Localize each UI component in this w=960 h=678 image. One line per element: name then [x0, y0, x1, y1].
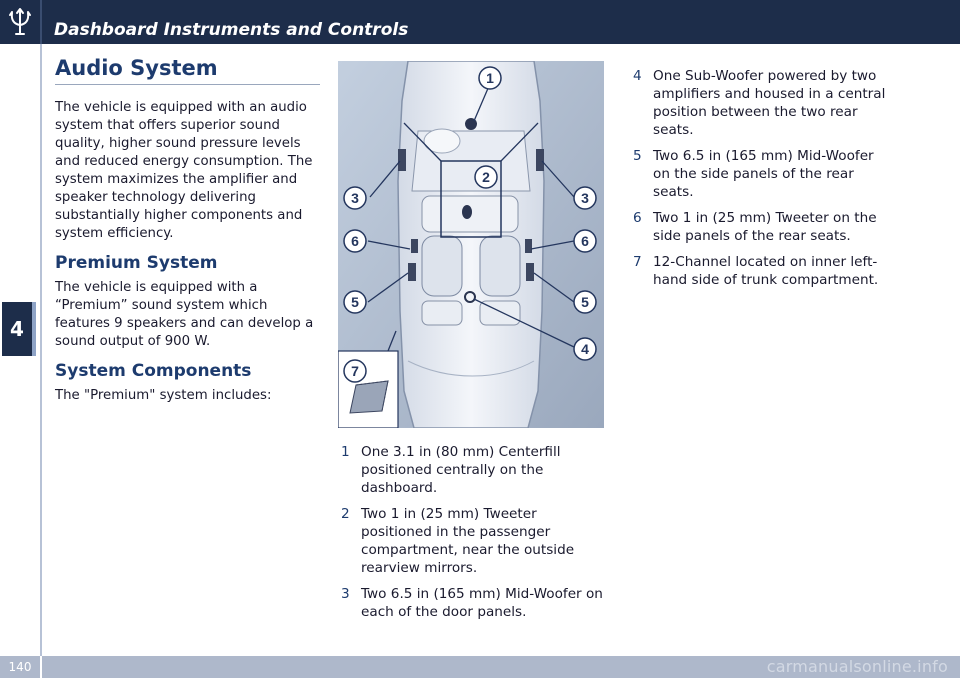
chapter-tab: 4	[2, 302, 36, 356]
item-text: One 3.1 in (80 mm) Centerfill positioned centrally on the dashboard.	[361, 444, 561, 496]
section-heading: Audio System	[55, 56, 320, 85]
list-item	[633, 253, 888, 289]
callout-5-right	[574, 291, 596, 313]
item-number: 5	[633, 148, 642, 164]
callout-6-left-label: 6	[351, 233, 359, 249]
callout-4-label: 4	[581, 341, 589, 357]
list-item	[341, 443, 603, 497]
components-list-part1	[341, 443, 603, 629]
header-bar	[0, 0, 960, 44]
list-item	[633, 209, 888, 245]
callout-6-right	[574, 230, 596, 252]
item-number: 3	[341, 586, 350, 602]
page-number: 140	[0, 656, 42, 678]
callout-3-left-label: 3	[351, 190, 359, 206]
callout-6-left	[344, 230, 366, 252]
callout-3-right	[574, 187, 596, 209]
item-text: Two 1 in (25 mm) Tweeter on the side panels of the rear seats.	[653, 210, 877, 244]
item-text: One Sub-Woofer powered by two amplifiers and housed in a central position between the two rear seats.	[653, 68, 886, 138]
callout-2	[475, 166, 497, 188]
callout-1-label: 1	[486, 70, 494, 86]
callout-5-right-label: 5	[581, 294, 589, 310]
item-text: Two 6.5 in (165 mm) Mid-Woofer on each of the door panels.	[361, 586, 603, 620]
components-intro: The "Premium" system includes:	[55, 388, 272, 403]
components-heading: System Components	[55, 361, 252, 381]
callout-4	[574, 338, 596, 360]
callout-5-left	[344, 291, 366, 313]
trident-logo-icon	[6, 6, 34, 38]
callout-5-left-label: 5	[351, 294, 359, 310]
item-number: 4	[633, 68, 642, 84]
footer-bar	[0, 656, 960, 678]
speaker-layout-figure	[338, 61, 604, 428]
item-number: 7	[633, 254, 642, 270]
item-text: Two 6.5 in (165 mm) Mid-Woofer on the side panels of the rear seats.	[653, 148, 874, 200]
callout-3-left	[344, 187, 366, 209]
item-number: 6	[633, 210, 642, 226]
components-list-part2	[633, 67, 888, 297]
callout-7-label: 7	[351, 363, 359, 379]
callout-6-right-label: 6	[581, 233, 589, 249]
watermark-text: carmanualsonline.info	[766, 657, 948, 676]
callout-2-label: 2	[482, 169, 490, 185]
item-number: 2	[341, 506, 350, 522]
item-text: Two 1 in (25 mm) Tweeter positioned in the passenger compartment, near the outside rearview mirrors.	[361, 506, 575, 576]
premium-paragraph: The vehicle is equipped with a “Premium” sound system which features 9 speakers and can develop a sound output of 900 W.	[55, 280, 314, 349]
callout-1	[479, 67, 501, 89]
chapter-strip	[0, 44, 42, 656]
callout-7	[344, 360, 366, 382]
article-column	[55, 56, 320, 405]
list-item	[341, 505, 603, 577]
header-title: Dashboard Instruments and Controls	[54, 20, 409, 40]
list-item	[633, 147, 888, 201]
list-item	[633, 67, 888, 139]
callout-3-right-label: 3	[581, 190, 589, 206]
brand-logo	[0, 0, 42, 44]
premium-heading: Premium System	[55, 253, 218, 273]
car-top-view-illustration	[338, 61, 604, 428]
item-number: 1	[341, 444, 350, 460]
intro-paragraph: The vehicle is equipped with an audio system that offers superior sound quality, higher sound pressure levels and reduced energy consumption. The system maximizes the amplifier and speaker technology delivering substantially higher components and system efficiency.	[55, 100, 313, 241]
item-text: 12-Channel located on inner left-hand side of trunk compartment.	[653, 254, 879, 288]
list-item	[341, 585, 603, 621]
